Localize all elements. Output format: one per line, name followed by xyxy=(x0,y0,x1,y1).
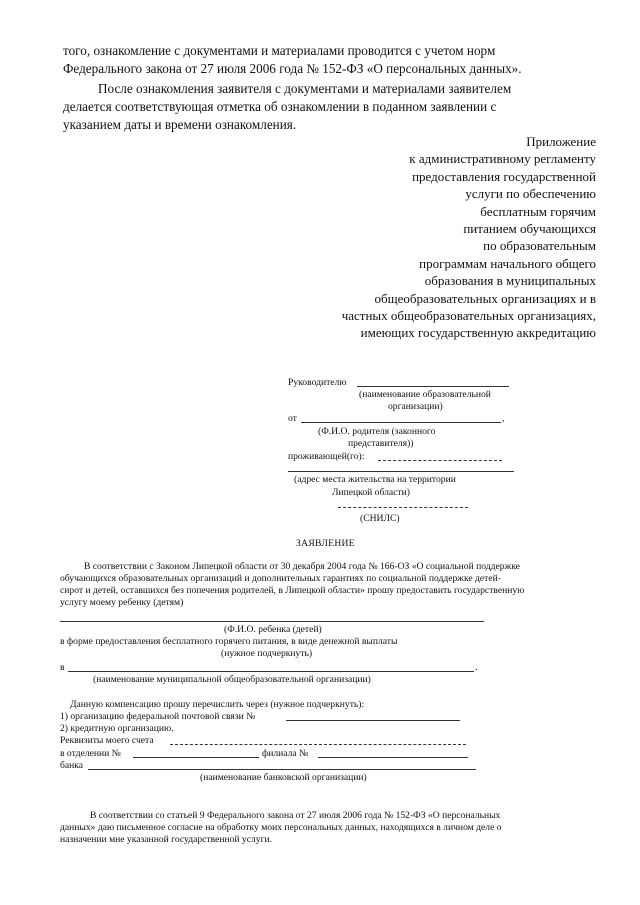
appendix-line: по образовательным xyxy=(483,238,596,254)
bank-label: банка xyxy=(60,760,84,771)
appendix-line: частных общеобразовательных организациях, xyxy=(341,308,596,324)
appendix-line: имеющих государственную аккредитацию xyxy=(360,325,596,341)
option-1: 1) организацию федеральной почтовой связи № xyxy=(60,711,256,722)
transfer-intro: Данную компенсацию прошу перечислить через (нужное подчеркнуть): xyxy=(70,699,365,710)
to-line xyxy=(357,386,509,387)
from-line xyxy=(301,422,501,423)
from-comma: , xyxy=(502,413,505,424)
branch-label: в отделении № xyxy=(60,748,121,759)
address-caption-2: Липецкой области) xyxy=(332,487,410,498)
appendix-block xyxy=(342,133,596,342)
consent-line-1: В соответствии со статьей 9 Федерального закона от 27 июля 2006 года № 152-ФЗ «О персональных xyxy=(90,810,501,821)
to-label: Руководителю xyxy=(288,377,347,388)
school-caption: (наименование муниципальной общеобразовательной организации) xyxy=(93,674,371,685)
form-line: в форме предоставления бесплатного горячего питания, в виде денежной выплаты xyxy=(60,636,398,647)
to-caption-2: организации) xyxy=(388,401,443,412)
consent-line-3: назначении мне указанной государственной услуги. xyxy=(60,834,273,845)
post-office-line xyxy=(286,720,460,721)
from-label: от xyxy=(288,413,297,424)
top-text-line-5: указанием даты и времени ознакомления. xyxy=(63,117,297,132)
residing-line xyxy=(378,460,502,461)
option-2: 2) кредитную организацию. xyxy=(60,723,174,734)
appendix-line: услуги по обеспечению xyxy=(465,186,596,202)
appendix-line: программам начального общего xyxy=(419,255,596,271)
school-line xyxy=(68,671,474,672)
child-caption: (Ф.И.О. ребенка (детей) xyxy=(224,624,322,635)
bank-caption: (наименование банковской организации) xyxy=(200,772,367,783)
address-caption-1: (адрес места жительства на территории xyxy=(294,474,456,485)
in-label: в xyxy=(60,662,65,673)
appendix-line: образования в муниципальных xyxy=(424,273,596,289)
appendix-line: питанием обучающихся xyxy=(463,221,596,237)
filial-label: филиала № xyxy=(262,748,309,759)
appendix-line: к административному регламенту xyxy=(409,151,596,167)
in-dot: . xyxy=(475,662,478,673)
snils-caption: (СНИЛС) xyxy=(360,513,400,524)
appendix-line: общеобразовательных организациях и в xyxy=(374,290,596,306)
appendix-line: бесплатным горячим xyxy=(480,203,596,219)
top-text-line-1: того, ознакомление с документами и материалами проводится с учетом норм xyxy=(63,43,496,58)
to-caption-1: (наименование образовательной xyxy=(359,389,491,400)
appendix-line: Приложение xyxy=(526,134,596,149)
underline-caption: (нужное подчеркнуть) xyxy=(221,648,313,659)
from-caption-2: представителя)) xyxy=(348,438,414,449)
statement-body-line-2: обучающихся образовательных организаций и дополнительных гарантиях по социальной поддержке детей- xyxy=(60,573,501,584)
filial-line xyxy=(318,757,468,758)
from-caption-1: (Ф.И.О. родителя (законного xyxy=(318,426,436,437)
statement-body-line-1: В соответствии с Законом Липецкой области от 30 декабря 2004 года № 166-ОЗ «О социальной поддержке xyxy=(84,561,520,572)
statement-body-line-4: услугу моему ребенку (детям) xyxy=(60,597,184,608)
top-text-line-4: делается соответствующая отметка об ознакомлении в поданном заявлении с xyxy=(63,99,497,114)
consent-line-2: данных» даю письменное согласие на обработку моих персональных данных, находящихся в личном деле о xyxy=(60,822,502,833)
account-line xyxy=(170,744,466,745)
statement-body-line-3: сирот и детей, оставшихся без попечения родителей, в Липецкой области» прошу предоставить государственную xyxy=(60,585,525,596)
snils-line xyxy=(338,507,468,508)
bank-line xyxy=(88,769,476,770)
top-text-line-2: Федерального закона от 27 июля 2006 года № 152-ФЗ «О персональных данных». xyxy=(63,61,522,76)
account-label: Реквизиты моего счета xyxy=(60,735,154,746)
statement-title: ЗАЯВЛЕНИЕ xyxy=(296,538,355,549)
child-name-line xyxy=(60,621,484,622)
address-line xyxy=(288,471,514,472)
branch-line xyxy=(133,757,259,758)
residing-label: проживающей(го): xyxy=(288,451,365,462)
appendix-line: предоставления государственной xyxy=(412,168,596,184)
top-text-line-3: После ознакомления заявителя с документами и материалами заявителем xyxy=(98,81,512,96)
